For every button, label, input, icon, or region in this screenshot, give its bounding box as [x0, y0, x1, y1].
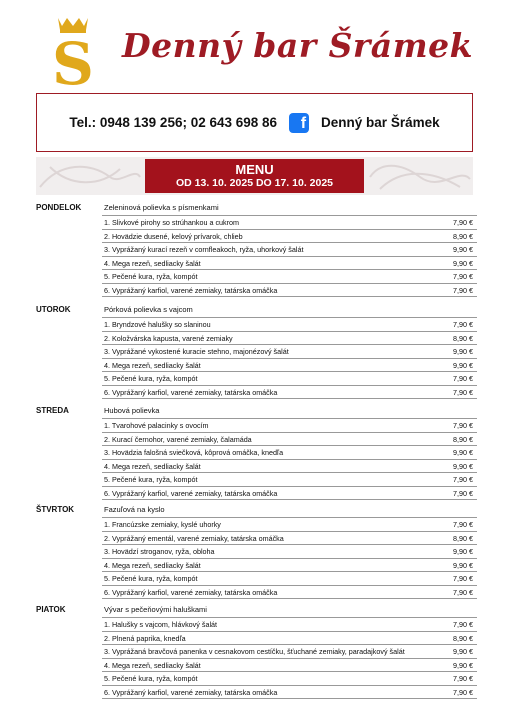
menu-dates: OD 13. 10. 2025 DO 17. 10. 2025 — [175, 177, 334, 189]
dish-price: 7,90 € — [453, 374, 473, 383]
dish-price: 9,90 € — [453, 448, 473, 457]
dish-name: 5. Pečené kura, ryža, kompót — [104, 374, 198, 383]
day-name: STREDA — [36, 406, 69, 415]
dish-name: 4. Mega rezeň, sedliacky šalát — [104, 461, 201, 471]
menu-item-row — [102, 459, 477, 471]
dish-name: 3. Vyprážané vykostené kuracie stehno, majonézový šalát — [104, 347, 289, 356]
dish-price: 7,90 € — [453, 218, 473, 227]
row-divider — [102, 698, 477, 699]
dish-name: 2. Vyprážaný ementál, varené zemiaky, tatárska omáčka — [104, 533, 284, 543]
dish-price: 9,90 € — [453, 347, 473, 356]
soup-of-day: Vývar s pečeňovými haluškami — [104, 605, 207, 614]
brand-name: Denný bar Šrámek — [122, 26, 473, 65]
dish-name: 4. Mega rezeň, sedliacky šalát — [104, 258, 201, 268]
dish-price: 9,90 € — [453, 360, 473, 370]
menu-item-row — [102, 283, 477, 295]
dish-name: 2. Koložvárska kapusta, varené zemiaky — [104, 333, 233, 343]
dish-name: 5. Pečené kura, ryža, kompót — [104, 674, 198, 683]
dish-name: 3. Hovädzí stroganov, ryža, obloha — [104, 547, 215, 556]
row-divider — [102, 296, 477, 297]
dish-price: 8,90 € — [453, 333, 473, 343]
dish-name: 6. Vyprážaný karfiol, varené zemiaky, tatárska omáčka — [104, 488, 278, 498]
menu-item-row — [102, 269, 477, 281]
day-name: PIATOK — [36, 605, 66, 614]
day-name: UTOROK — [36, 305, 71, 314]
dish-price: 9,90 € — [453, 461, 473, 471]
header — [0, 0, 509, 90]
soup-of-day: Pórková polievka s vajcom — [104, 305, 193, 314]
row-divider — [102, 398, 477, 399]
dish-name: 6. Vyprážaný karfiol, varené zemiaky, tatárska omáčka — [104, 285, 278, 295]
day-name: ŠTVRTOK — [36, 505, 75, 514]
menu-item-row — [102, 215, 477, 227]
dish-name: 5. Pečené kura, ryža, kompót — [104, 574, 198, 583]
soup-of-day: Zeleninová polievka s písmenkami — [104, 203, 219, 212]
menu-item-row — [102, 445, 477, 457]
menu-item-row — [102, 358, 477, 370]
dish-price: 7,90 € — [453, 587, 473, 597]
dish-name: 1. Slivkové pirohy so strúhankou a cukrom — [104, 218, 240, 227]
menu-item-row — [102, 256, 477, 268]
menu-item-row — [102, 531, 477, 543]
menu-item-row — [102, 472, 477, 484]
dish-price: 9,90 € — [453, 258, 473, 268]
dish-name: 1. Bryndzové halušky so slaninou — [104, 320, 211, 329]
dish-name: 5. Pečené kura, ryža, kompót — [104, 475, 198, 484]
menu-item-row — [102, 317, 477, 329]
dish-name: 1. Francúzske zemiaky, kyslé uhorky — [104, 520, 221, 529]
dish-price: 7,90 € — [453, 574, 473, 583]
logo-icon — [40, 14, 106, 90]
dish-name: 5. Pečené kura, ryža, kompót — [104, 272, 198, 281]
menu-item-row — [102, 617, 477, 629]
soup-of-day: Hubová polievka — [104, 406, 160, 415]
dish-name: 4. Mega rezeň, sedliacky šalát — [104, 560, 201, 570]
menu-item-row — [102, 371, 477, 383]
dish-price: 9,90 € — [453, 660, 473, 670]
dish-name: 3. Vyprážaná bravčová panenka v cesnakovom cestíčku, šťuchané zemiaky, paradajkový šalát — [104, 647, 405, 656]
menu-item-row — [102, 685, 477, 697]
dish-name: 4. Mega rezeň, sedliacky šalát — [104, 660, 201, 670]
dish-price: 7,90 € — [453, 687, 473, 697]
dish-price: 8,90 € — [453, 633, 473, 643]
dish-name: 1. Tvarohové palacinky s ovocím — [104, 421, 209, 430]
dish-price: 7,90 € — [453, 421, 473, 430]
dish-name: 2. Hovädzie dusené, kelový prívarok, chlieb — [104, 231, 243, 241]
menu-item-row — [102, 242, 477, 254]
phone-numbers: Tel.: 0948 139 256; 02 643 698 86 — [69, 115, 278, 130]
menu-item-row — [102, 517, 477, 529]
dish-name: 2. Kurací černohor, varené zemiaky, čalamáda — [104, 434, 252, 444]
dish-name: 6. Vyprážaný karfiol, varené zemiaky, tatárska omáčka — [104, 687, 278, 697]
dish-name: 2. Plnená paprika, knedľa — [104, 633, 186, 643]
dish-price: 8,90 € — [453, 231, 473, 241]
dish-name: 6. Vyprážaný karfiol, varené zemiaky, tatárska omáčka — [104, 387, 278, 397]
dish-price: 7,90 € — [453, 488, 473, 498]
dish-price: 9,90 € — [453, 547, 473, 556]
menu-item-row — [102, 486, 477, 498]
menu-item-row — [102, 631, 477, 643]
dish-price: 7,90 € — [453, 272, 473, 281]
contact-box — [36, 93, 473, 152]
menu-item-row — [102, 432, 477, 444]
dish-price: 7,90 € — [453, 285, 473, 295]
dish-name: 1. Halušky s vajcom, hlávkový šalát — [104, 620, 218, 629]
dish-price: 7,90 € — [453, 387, 473, 397]
dish-price: 9,90 € — [453, 647, 473, 656]
dish-price: 7,90 € — [453, 674, 473, 683]
soup-of-day: Fazuľová na kyslo — [104, 505, 165, 514]
dish-price: 7,90 € — [453, 520, 473, 529]
menu-item-row — [102, 671, 477, 683]
row-divider — [102, 598, 477, 599]
dish-price: 8,90 € — [453, 533, 473, 543]
dish-name: 3. Vyprážaný kurací rezeň v cornfleakoch, ryža, uhorkový šalát — [104, 245, 304, 254]
dish-price: 9,90 € — [453, 560, 473, 570]
menu-item-row — [102, 585, 477, 597]
row-divider — [102, 499, 477, 500]
menu-item-row — [102, 344, 477, 356]
dish-price: 7,90 € — [453, 320, 473, 329]
dish-price: 8,90 € — [453, 434, 473, 444]
dish-name: 6. Vyprážaný karfiol, varené zemiaky, tatárska omáčka — [104, 587, 278, 597]
menu-item-row — [102, 558, 477, 570]
facebook-icon[interactable]: f — [289, 113, 309, 133]
menu-item-row — [102, 418, 477, 430]
dish-name: 3. Hovädzia falošná sviečková, kôprová omáčka, knedľa — [104, 448, 284, 457]
menu-item-row — [102, 644, 477, 656]
menu-item-row — [102, 331, 477, 343]
menu-item-row — [102, 658, 477, 670]
facebook-link[interactable]: Denný bar Šrámek — [321, 115, 440, 130]
menu-item-row — [102, 385, 477, 397]
menu-title-banner — [145, 159, 364, 193]
dish-price: 7,90 € — [453, 475, 473, 484]
svg-text:S: S — [52, 30, 94, 90]
menu-item-row — [102, 571, 477, 583]
menu-item-row — [102, 544, 477, 556]
menu-title: MENU — [235, 162, 274, 177]
dish-name: 4. Mega rezeň, sedliacky šalát — [104, 360, 201, 370]
dish-price: 7,90 € — [453, 620, 473, 629]
day-name: PONDELOK — [36, 203, 82, 212]
dish-price: 9,90 € — [453, 245, 473, 254]
menu-item-row — [102, 229, 477, 241]
